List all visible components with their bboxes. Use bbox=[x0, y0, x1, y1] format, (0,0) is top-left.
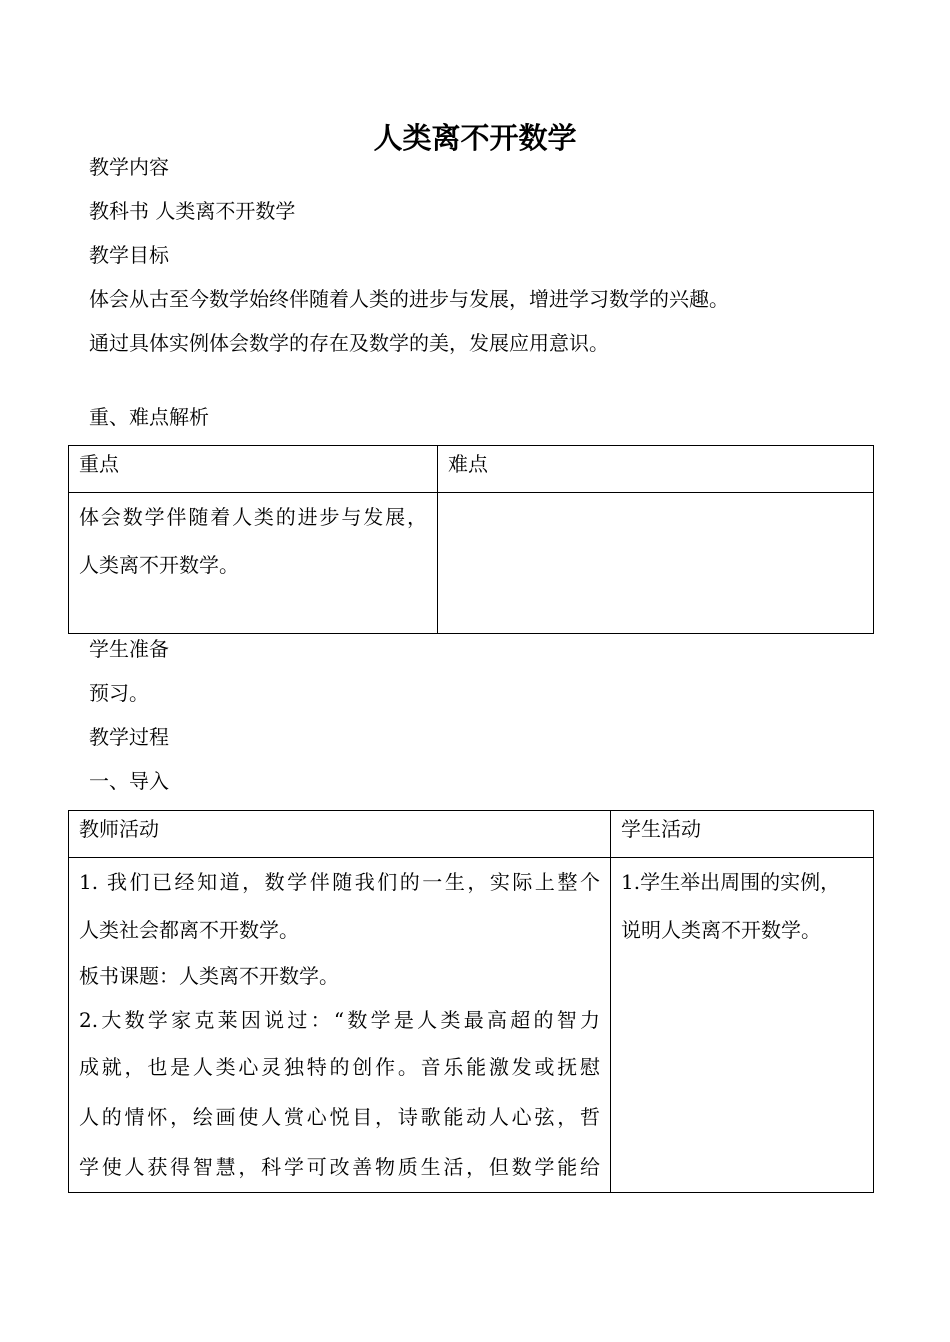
key-header: 重点 bbox=[69, 446, 438, 493]
student-line: 说明人类离不开数学。 bbox=[621, 918, 821, 942]
table-row bbox=[69, 493, 874, 634]
prep-heading: 学生准备 bbox=[89, 637, 169, 661]
key-difficulty-table bbox=[68, 445, 874, 634]
teacher-line: 人类社会都离不开数学。 bbox=[79, 918, 299, 942]
prep-text: 预习。 bbox=[89, 681, 149, 705]
teacher-header: 教师活动 bbox=[69, 811, 611, 858]
key-points-heading: 重、难点解析 bbox=[89, 405, 209, 429]
key-line-1: 体会数学伴随着人类的进步与发展， bbox=[79, 505, 427, 529]
process-heading: 教学过程 bbox=[89, 725, 169, 749]
page-title: 人类离不开数学 bbox=[373, 121, 577, 155]
key-line-2: 人类离不开数学。 bbox=[79, 553, 239, 577]
teacher-line: 人的情怀，绘画使人赏心悦目，诗歌能动人心弦，哲 bbox=[79, 1105, 600, 1129]
table-header-row bbox=[69, 811, 874, 858]
content-heading: 教学内容 bbox=[89, 155, 169, 179]
table-header-row bbox=[69, 446, 874, 493]
teacher-line: 学使人获得智慧，科学可改善物质生活，但数学能给 bbox=[79, 1155, 600, 1179]
teacher-line: 2.大数学家克莱因说过：“数学是人类最高超的智力 bbox=[79, 1008, 600, 1032]
teacher-line: 成就，也是人类心灵独特的创作。音乐能激发或抚慰 bbox=[79, 1055, 600, 1079]
table-row bbox=[69, 858, 874, 1193]
textbook-line: 教科书 人类离不开数学 bbox=[89, 199, 296, 223]
objective-1: 体会从古至今数学始终伴随着人类的进步与发展，增进学习数学的兴趣。 bbox=[89, 287, 729, 311]
student-cell bbox=[611, 858, 874, 1193]
key-cell bbox=[69, 493, 438, 634]
objectives-heading: 教学目标 bbox=[89, 243, 169, 267]
difficulty-cell bbox=[438, 493, 874, 634]
teacher-line: 板书课题：人类离不开数学。 bbox=[79, 964, 339, 988]
section-heading: 一、导入 bbox=[89, 769, 169, 793]
objective-2: 通过具体实例体会数学的存在及数学的美，发展应用意识。 bbox=[89, 331, 609, 355]
difficulty-header: 难点 bbox=[438, 446, 874, 493]
student-line: 1.学生举出周围的实例， bbox=[621, 870, 841, 894]
process-table bbox=[68, 810, 874, 1193]
student-header: 学生活动 bbox=[611, 811, 874, 858]
teacher-line: 1. 我们已经知道，数学伴随我们的一生，实际上整个 bbox=[79, 870, 600, 894]
teacher-cell bbox=[69, 858, 611, 1193]
